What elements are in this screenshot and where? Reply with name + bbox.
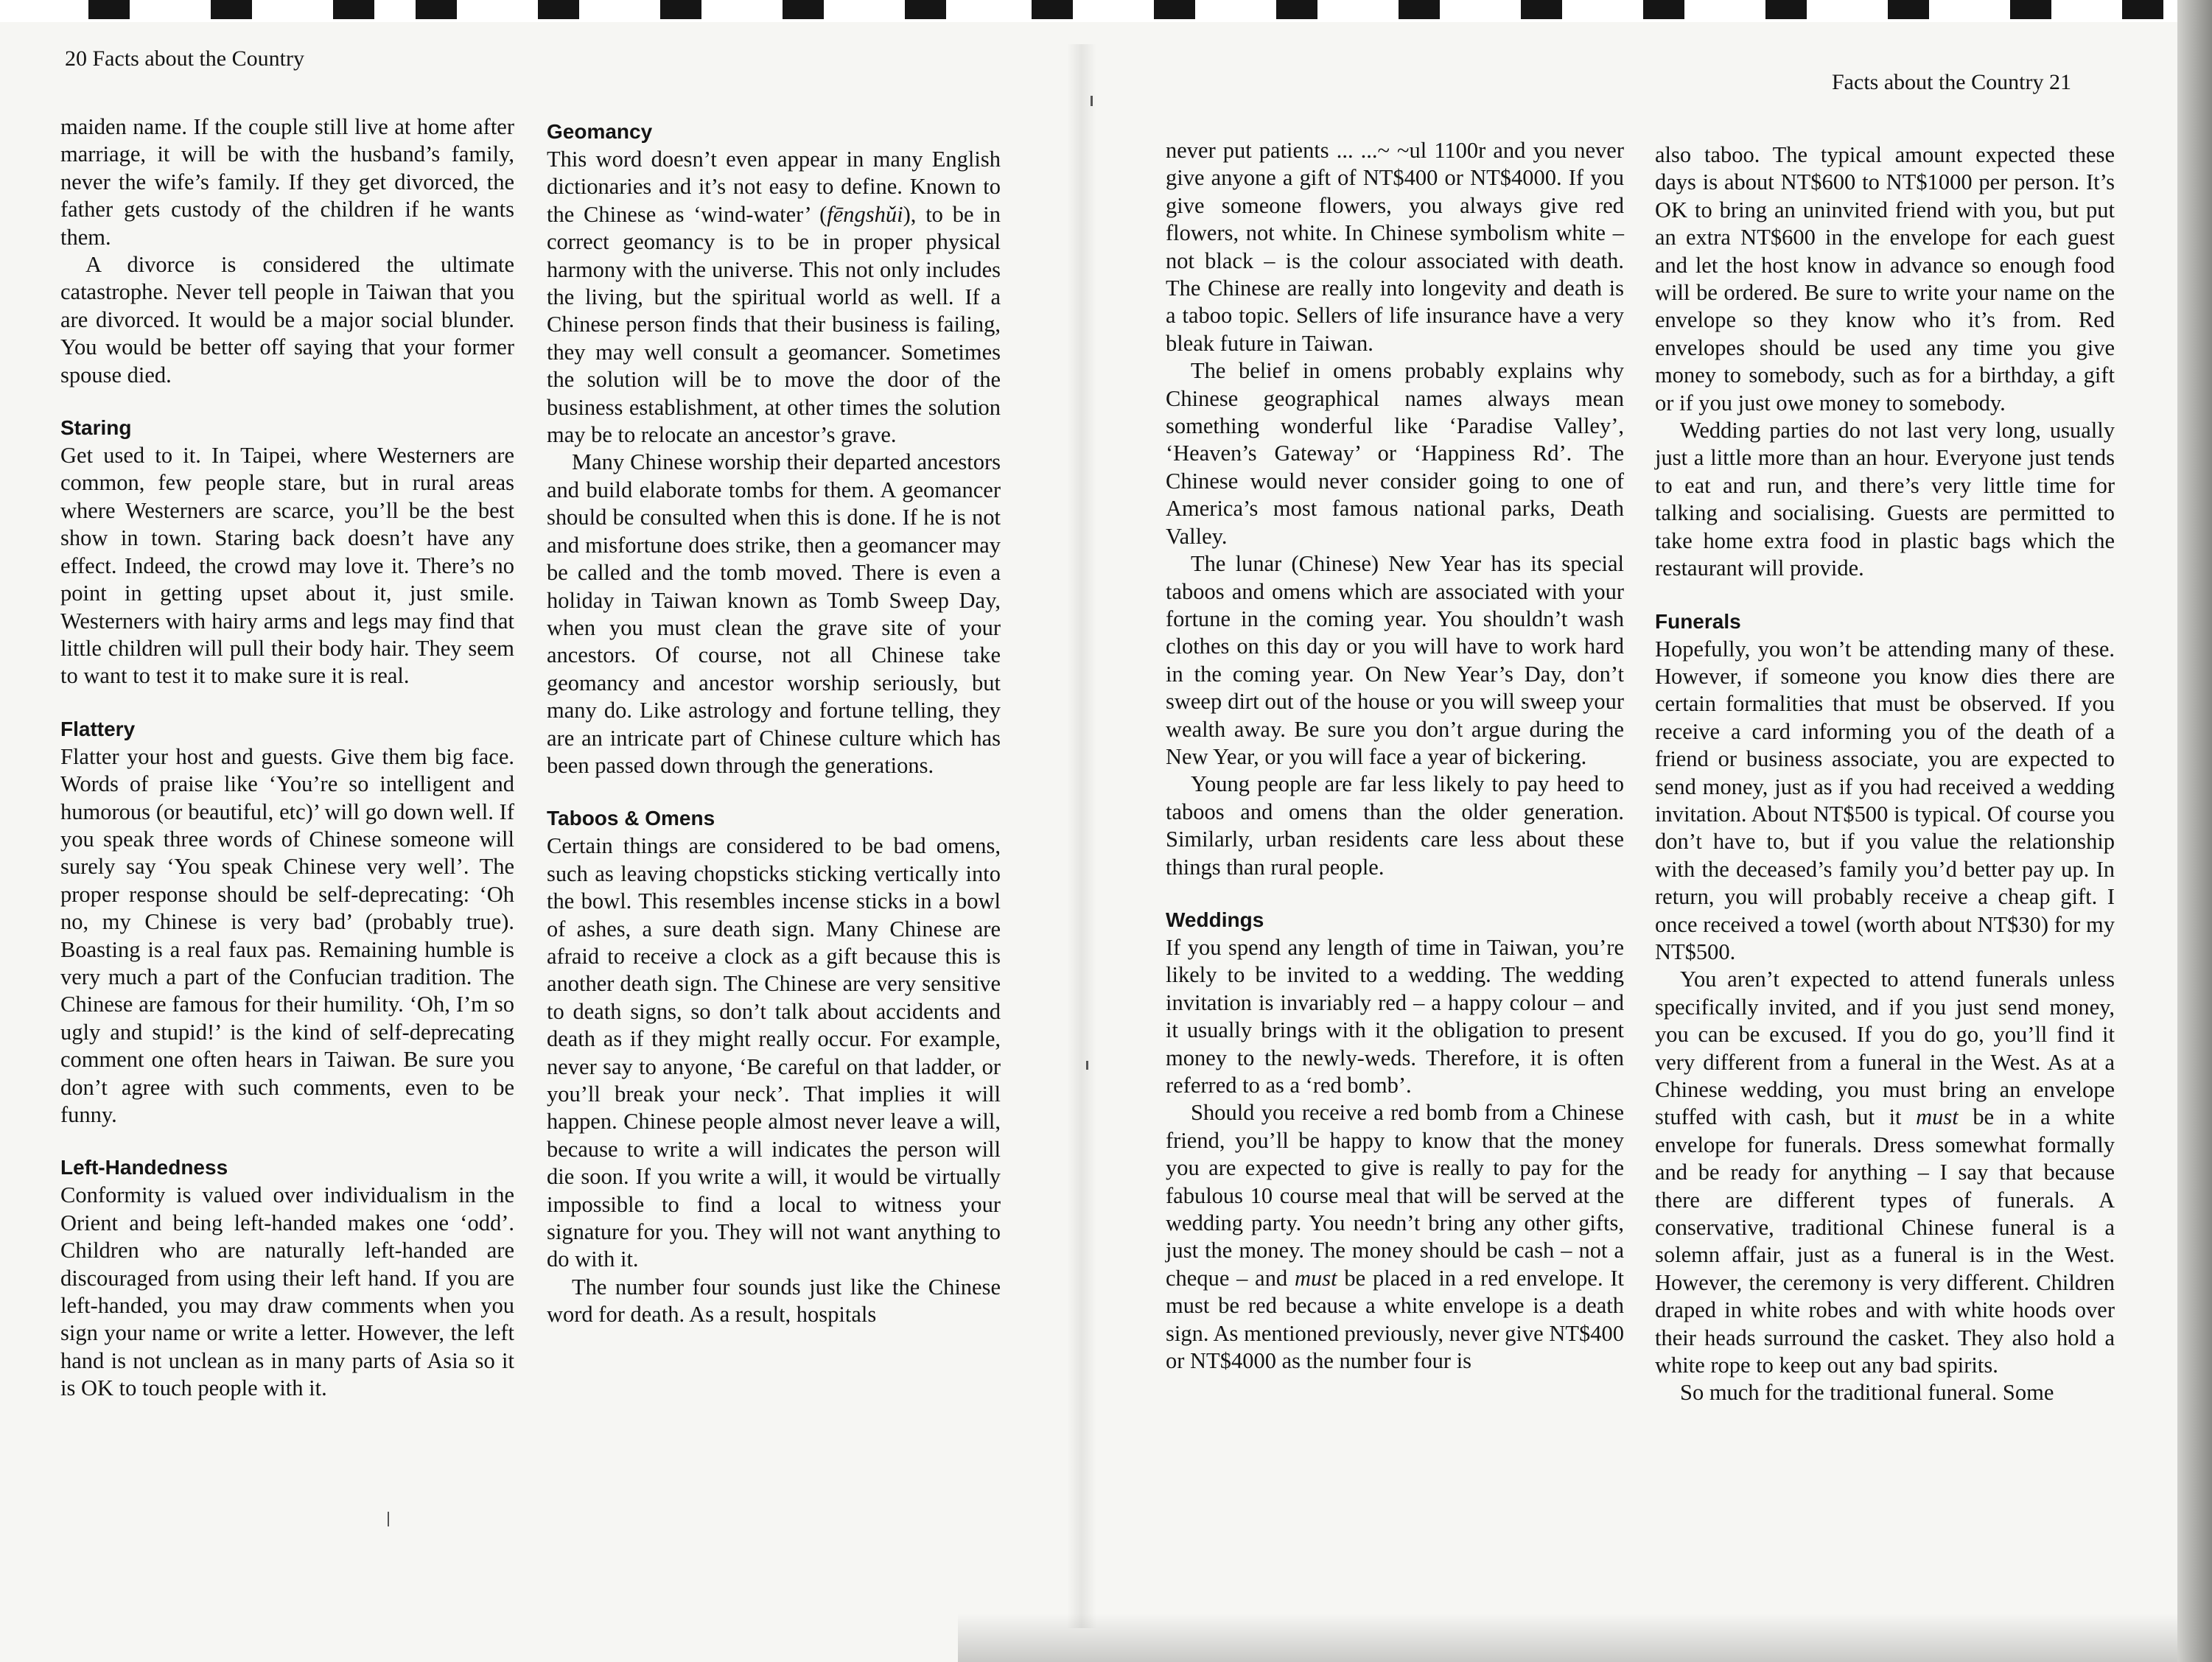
paragraph: Flatter your host and guests. Give them big face. Words of praise like ‘You’re so intelligent and humorous (or beautiful, etc)’ will go down well. If you speak three words of Chinese someone will surely say ‘You speak Chinese very well’. The proper response should be self-deprecating: ‘Oh no, my Chinese is very bad’ (probably true). Boasting is a real faux pas. Remaining humble is very much a part of the Confucian tradition. The Chinese are famous for their humility. ‘Oh, I’m so ugly and stupid!’ is the kind of self-deprecating comment one often hears in Taiwan. Be sure you don’t agree with such comments, even to be funny. <box>60 743 514 1127</box>
emphasis: must <box>1916 1104 1959 1130</box>
binding-strip <box>0 0 2212 22</box>
paragraph: Wedding parties do not last very long, usually just a little more than an hour. Everyone just tends to eat and run, and there’s very little time for talking and socialising. Guests are permitted to take home extra food in plastic bags which the restaurant will provide. <box>1655 418 2115 581</box>
binding-hole <box>88 0 130 19</box>
paragraph: Get used to it. In Taipei, where Westerners are common, few people stare, but in rural areas where Westerners are scarce, you’ll be the best show in town. Staring back doesn’t have any effect. Indeed, the crowd may love it. There’s no point in getting upset about it, just smile. Westerners with hairy arms and legs may find that little children will pull their body hair. They seem to want to test it to make sure it is real. <box>60 443 514 689</box>
paragraph <box>547 146 1001 449</box>
paragraph: Many Chinese worship their departed ancestors and build elaborate tombs for them. A geomancer should be consulted when this is done. If he is not and misfortune does strike, then a geomancer may be called and the tomb moved. There is even a holiday in Taiwan known as Tomb Sweep Day, when you must clean the grave site of your ancestors. Of course, not all Chinese take geomancy and ancestor worship seriously, but many do. Like astrology and fortune telling, they are an intricate part of Chinese culture which has been passed down through the generations. <box>547 449 1001 778</box>
paragraph: never put patients ... ...~ ~ul 1100r and you never give anyone a gift of NT$400 or NT$4000. If you give someone flowers, you always give red flowers, not white. In Chinese symbolism white – not black – is the colour associated with death. The Chinese are really into longevity and death is a taboo topic. Sellers of life insurance have a very bleak future in Taiwan. <box>1166 138 1624 356</box>
paragraph: Conformity is valued over individualism in the Orient and being left-handed makes one ‘odd’. Children who are naturally left-handed are discouraged from using their left hand. If you are left-handed, you may draw comments when you sign your name or write a letter. However, the left hand is not unclean as in many parts of Asia so it is OK to touch people with it. <box>60 1182 514 1401</box>
column-1 <box>60 113 514 1403</box>
text-run: You aren’t expected to attend funerals unless specifically invited, and if you just send money, you can be excused. If you do go, you’ll find it very different from a funeral in the West. As at a Chinese wedding, you must bring an envelope stuffed with cash, but it <box>1655 967 2115 1130</box>
binding-hole <box>2010 0 2051 19</box>
page-header-right: Facts about the Country 21 <box>1832 70 2071 94</box>
binding-hole <box>1521 0 1562 19</box>
scan-mark <box>388 1512 389 1526</box>
paragraph <box>1166 1099 1624 1375</box>
binding-hole <box>1276 0 1317 19</box>
page-header-left: 20 Facts about the Country <box>65 46 304 71</box>
text-run: ), to be in correct geomancy is to be in proper physical harmony with the universe. This not only includes the living, but the spiritual world as well. If a Chinese person finds that their business is failing, they may well consult a geomancer. Sometimes the solution will be to move the door of the business establishment, at other times the solution may be to relocate an ancestor’s grave. <box>547 201 1001 448</box>
section-heading-staring: Staring <box>60 416 132 440</box>
section-heading-weddings: Weddings <box>1166 908 1264 931</box>
section-heading-left-handedness: Left-Handedness <box>60 1156 228 1179</box>
column-2 <box>547 119 1001 1329</box>
paragraph <box>1655 966 2115 1379</box>
paragraph: maiden name. If the couple still live at home after marriage, it will be with the husband’s family, never the wife’s family. If they get divorced, the father gets custody of the children if he wants them. <box>60 114 514 250</box>
binding-hole <box>1643 0 1684 19</box>
binding-hole <box>538 0 579 19</box>
text-run: Should you receive a red bomb from a Chinese friend, you’ll be happy to know that the money you are expected to give is really to pay for the fabulous 10 course meal that will be served at the wedding party. You needn’t bring any other gifts, just the money. The money should be cash – not a cheque – and <box>1166 1100 1624 1291</box>
binding-hole <box>1888 0 1929 19</box>
page-edge <box>2177 0 2212 1662</box>
scan-shadow <box>958 1613 2212 1662</box>
paragraph: Certain things are considered to be bad omens, such as leaving chopsticks sticking vertically into the bowl. This resembles incense sticks in a bowl of ashes, a sure death sign. Many Chinese are afraid to receive a clock as a gift because this is another death sign. The Chinese are very sensitive to death signs, so don’t talk about accidents and death as if they might really occur. For example, never say to anyone, ‘Be careful on that ladder, or you’ll break your neck’. That implies it will happen. Chinese people almost never leave a will, because to write a will indicates the person will die soon. If you write a will, it would be virtually impossible to find a local to witness your signature for you. They will not want anything to do with it. <box>547 833 1001 1272</box>
binding-hole <box>1399 0 1440 19</box>
scan-mark <box>1091 96 1093 106</box>
text-run: This word doesn’t even appear in many English dictionaries and it’s not easy to define. Known to the Chinese as ‘wind-water’ ( <box>547 147 1001 227</box>
text-run: be in a white envelope for funerals. Dress somewhat formally and be ready for anything – I say that because there are different types of funerals. A conservative, traditional Chinese funeral is a solemn affair, just as a funeral is in the West. However, the ceremony is very different. Children draped in white robes and with white hoods over their heads surround the casket. They also hold a white rope to keep out any bad spirits. <box>1655 1104 2115 1378</box>
paragraph: The lunar (Chinese) New Year has its special taboos and omens which are associated with your fortune in the coming year. You shouldn’t wash clothes on this day or you will have to work hard in the coming year. On New Year’s Day, don’t sweep dirt out of the house or you will sweep your wealth away. Be sure you don’t argue during the New Year, or you will face a year of bickering. <box>1166 551 1624 769</box>
term-fengshui: fēngshǔi <box>827 201 903 227</box>
section-heading-geomancy: Geomancy <box>547 120 653 143</box>
binding-hole <box>416 0 457 19</box>
text-run: be placed in a red envelope. It must be red because a white envelope is a death sign. As mentioned previously, never give NT$400 or NT$4000 as the number four is <box>1166 1265 1625 1374</box>
gutter-shadow <box>1067 44 1096 1628</box>
binding-hole <box>905 0 946 19</box>
emphasis: must <box>1295 1265 1337 1291</box>
paragraph: So much for the traditional funeral. Some <box>1680 1380 2054 1406</box>
paragraph: If you spend any length of time in Taiwan, you’re likely to be invited to a wedding. The wedding invitation is invariably red – a happy colour – and it usually brings with it the obligation to present money to the newly-weds. Therefore, it is often referred to as a ‘red bomb’. <box>1166 934 1624 1098</box>
scan-mark <box>1086 1061 1088 1070</box>
paragraph: Young people are far less likely to pay heed to taboos and omens than the older generation. Similarly, urban residents care less about these things than rural people. <box>1166 771 1624 880</box>
binding-hole <box>660 0 701 19</box>
binding-hole <box>1765 0 1807 19</box>
paragraph: The belief in omens probably explains why Chinese geographical names always mean something wonderful like ‘Paradise Valley’, ‘Heaven’s Gateway’ or ‘Happiness Rd’. The Chinese would never consider going to one of America’s most famous national parks, Death Valley. <box>1166 358 1624 549</box>
binding-hole <box>1032 0 1073 19</box>
paragraph: Hopefully, you won’t be attending many of these. However, if someone you know dies there are certain formalities that must be observed. If you receive a card informing you of the death of a friend or business associate, you are expected to send money, just as if you had received a wedding invitation. About NT$500 is typical. Of course you don’t have to, but if you value the relationship with the deceased’s family you’d better pay up. In return, you will probably receive a cheap gift. I once received a towel (worth about NT$30) for my NT$500. <box>1655 636 2115 964</box>
binding-hole <box>1154 0 1195 19</box>
section-heading-flattery: Flattery <box>60 717 136 740</box>
column-4 <box>1655 141 2115 1407</box>
binding-hole <box>2122 0 2163 19</box>
binding-hole <box>333 0 374 19</box>
section-heading-taboos-omens: Taboos & Omens <box>547 807 715 830</box>
paragraph: A divorce is considered the ultimate catastrophe. Never tell people in Taiwan that you are divorced. It would be a major social blunder. You would be better off saying that your former spouse died. <box>60 252 514 388</box>
section-heading-funerals: Funerals <box>1655 609 1741 633</box>
paragraph: The number four sounds just like the Chinese word for death. As a result, hospitals <box>547 1274 1001 1328</box>
binding-hole <box>211 0 252 19</box>
paragraph: also taboo. The typical amount expected these days is about NT$600 to NT$1000 per person. It’s OK to bring an uninvited friend with you, but put an extra NT$600 in the envelope for each guest and let the host know in advance so enough food will be ordered. Be sure to write your name on the envelope so they know who it’s from. Red envelopes should be used any time you give money to somebody, such as for a birthday, a gift or if you just owe money to somebody. <box>1655 142 2115 416</box>
binding-hole <box>783 0 824 19</box>
column-3 <box>1166 137 1624 1375</box>
